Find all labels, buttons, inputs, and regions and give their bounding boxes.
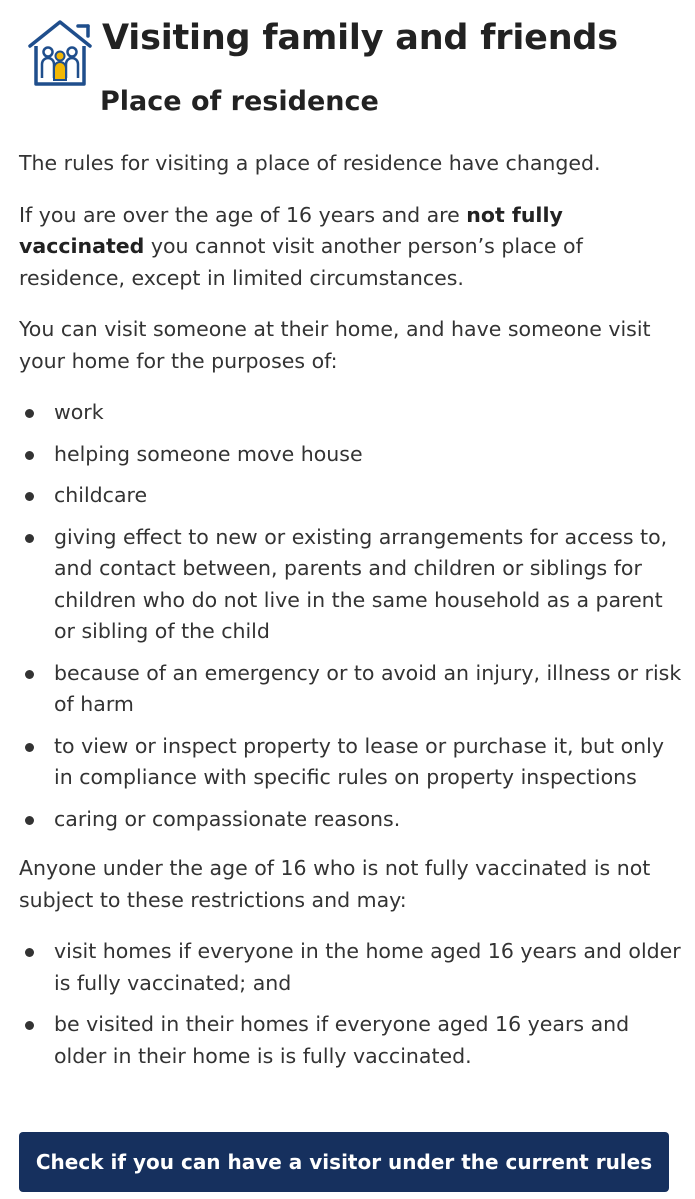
under16-intro-text: Anyone under the age of 16 who is not fully vaccinated is not subject to these restrictions and may: — [19, 856, 651, 912]
list-item — [19, 1009, 687, 1072]
age-restriction-suffix: you cannot visit another person’s place of residence, except in limited circumstances. — [19, 234, 583, 290]
not-vaccinated-emphasis: not fully vaccinated — [19, 202, 563, 258]
age-restriction-prefix: If you are over the age of 16 years and are — [19, 202, 467, 227]
page-title: Visiting family and friends — [102, 18, 618, 58]
check-visitor-rules-button[interactable]: Check if you can have a visitor under the current rules — [19, 1132, 669, 1192]
purposes-list — [19, 397, 687, 835]
bullet-icon — [25, 816, 34, 825]
list-item-text: caring or compassionate reasons. — [54, 806, 401, 831]
list-item-text: be visited in their homes if everyone aged 16 years and older in their home is is fully vaccinated. — [54, 1012, 630, 1068]
list-item-text: visit homes if everyone in the home aged 16 years and older is fully vaccinated; and — [54, 939, 681, 995]
bullet-icon — [25, 451, 34, 460]
bullet-icon — [25, 492, 34, 501]
list-item-text: childcare — [54, 483, 148, 507]
list-item-text: to view or inspect property to lease or purchase it, but only in compliance with specific rules on property inspections — [54, 733, 664, 789]
purposes-intro-text: You can visit someone at their home, and have someone visit your home for the purposes of: — [19, 317, 651, 373]
list-item — [19, 731, 687, 794]
list-item-text: helping someone move house — [54, 441, 363, 466]
list-item — [19, 658, 687, 721]
main-content — [19, 148, 687, 1090]
list-item — [19, 397, 687, 429]
list-item-text: work — [54, 400, 104, 424]
list-item-text: because of an emergency or to avoid an injury, illness or risk of harm — [54, 660, 682, 716]
intro-changed-text: The rules for visiting a place of residence have changed. — [19, 151, 601, 175]
under16-list — [19, 936, 687, 1072]
page-header — [24, 10, 684, 90]
bullet-icon — [25, 670, 34, 679]
list-item — [19, 522, 687, 648]
list-item — [19, 439, 687, 471]
list-item — [19, 480, 687, 512]
bullet-icon — [25, 409, 34, 418]
bullet-icon — [25, 534, 34, 543]
bullet-icon — [25, 948, 34, 957]
family-home-icon — [24, 16, 96, 88]
section-subtitle: Place of residence — [100, 86, 379, 117]
bullet-icon — [25, 743, 34, 752]
age-restriction-text — [19, 200, 687, 295]
list-item-text: giving effect to new or existing arrangements for access to, and contact between, parents and children or siblings for children who do not live in the same household as a parent or sibling of the child — [54, 524, 668, 643]
list-item — [19, 804, 687, 836]
bullet-icon — [25, 1021, 34, 1030]
list-item — [19, 936, 687, 999]
